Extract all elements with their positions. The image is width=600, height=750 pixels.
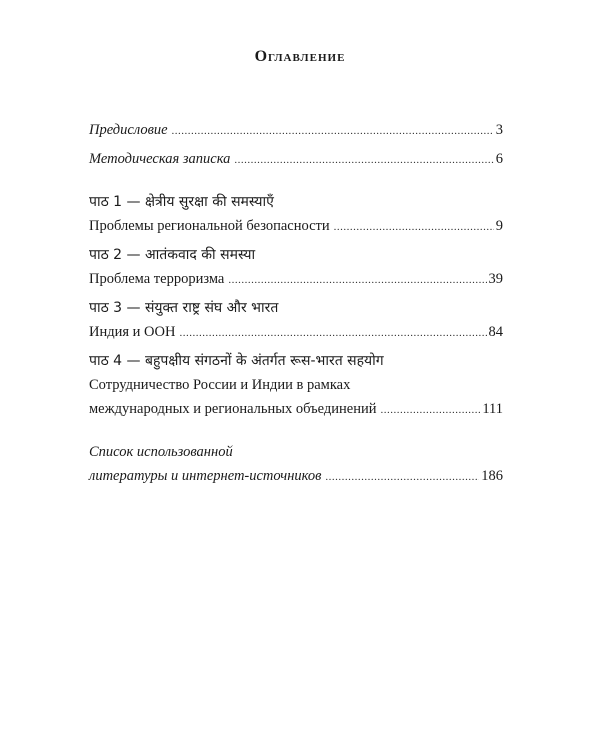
toc-entry-title-line-1: Сотрудничество России и Индии в рамках [89,377,351,393]
dot-leader [381,398,481,422]
toc-entry-title: Индия и ООН [89,324,176,340]
lesson-heading-hindi: पाठ 2 — आतंकवाद की समस्या [89,247,256,263]
toc-entry-preface[interactable] [89,118,503,143]
toc-entry-lesson-4[interactable] [89,349,503,422]
toc-entry-bibliography[interactable] [89,440,503,489]
toc-entry-title-line-2: международных и региональных объединений [89,401,377,417]
lesson-heading-hindi: पाठ 1 — क्षेत्रीय सुरक्षा की समस्याएँ [89,194,274,210]
toc-entry-lesson-1[interactable] [89,190,503,239]
toc-page-number: 9 [495,218,503,234]
dot-leader [228,268,486,292]
dot-leader [334,215,494,239]
toc-page-number: 111 [482,401,503,417]
toc-entry-method-note[interactable] [89,147,503,172]
toc-entry-lesson-2[interactable] [89,243,503,292]
toc-entry-title-line-1: Список использованной [89,444,233,460]
toc-entry-title: Проблема терроризма [89,271,225,287]
toc-entry-lesson-3[interactable] [89,296,503,345]
dot-leader [325,465,479,489]
toc-page-number: 39 [488,271,503,287]
page-title: Оглавление [254,48,346,65]
toc-entry-title: Проблемы региональной безопасности [89,218,330,234]
table-of-contents [89,118,503,489]
dot-leader [234,148,493,172]
dot-leader [172,119,494,143]
toc-entry-title: Методическая записка [89,151,231,167]
toc-entry-title: Предисловие [89,122,168,138]
toc-entry-title-line-2: литературы и интернет-источников [89,468,322,484]
toc-page-number: 186 [481,468,503,484]
toc-page-number: 6 [495,151,503,167]
dot-leader [179,321,486,345]
toc-page-number: 3 [495,122,503,138]
lesson-heading-hindi: पाठ 4 — बहुपक्षीय संगठनों के अंतर्गत रूस-भारत सहयोग [89,353,384,369]
lesson-heading-hindi: पाठ 3 — संयुक्त राष्ट्र संघ और भारत [89,300,279,316]
toc-page-number: 84 [488,324,503,340]
